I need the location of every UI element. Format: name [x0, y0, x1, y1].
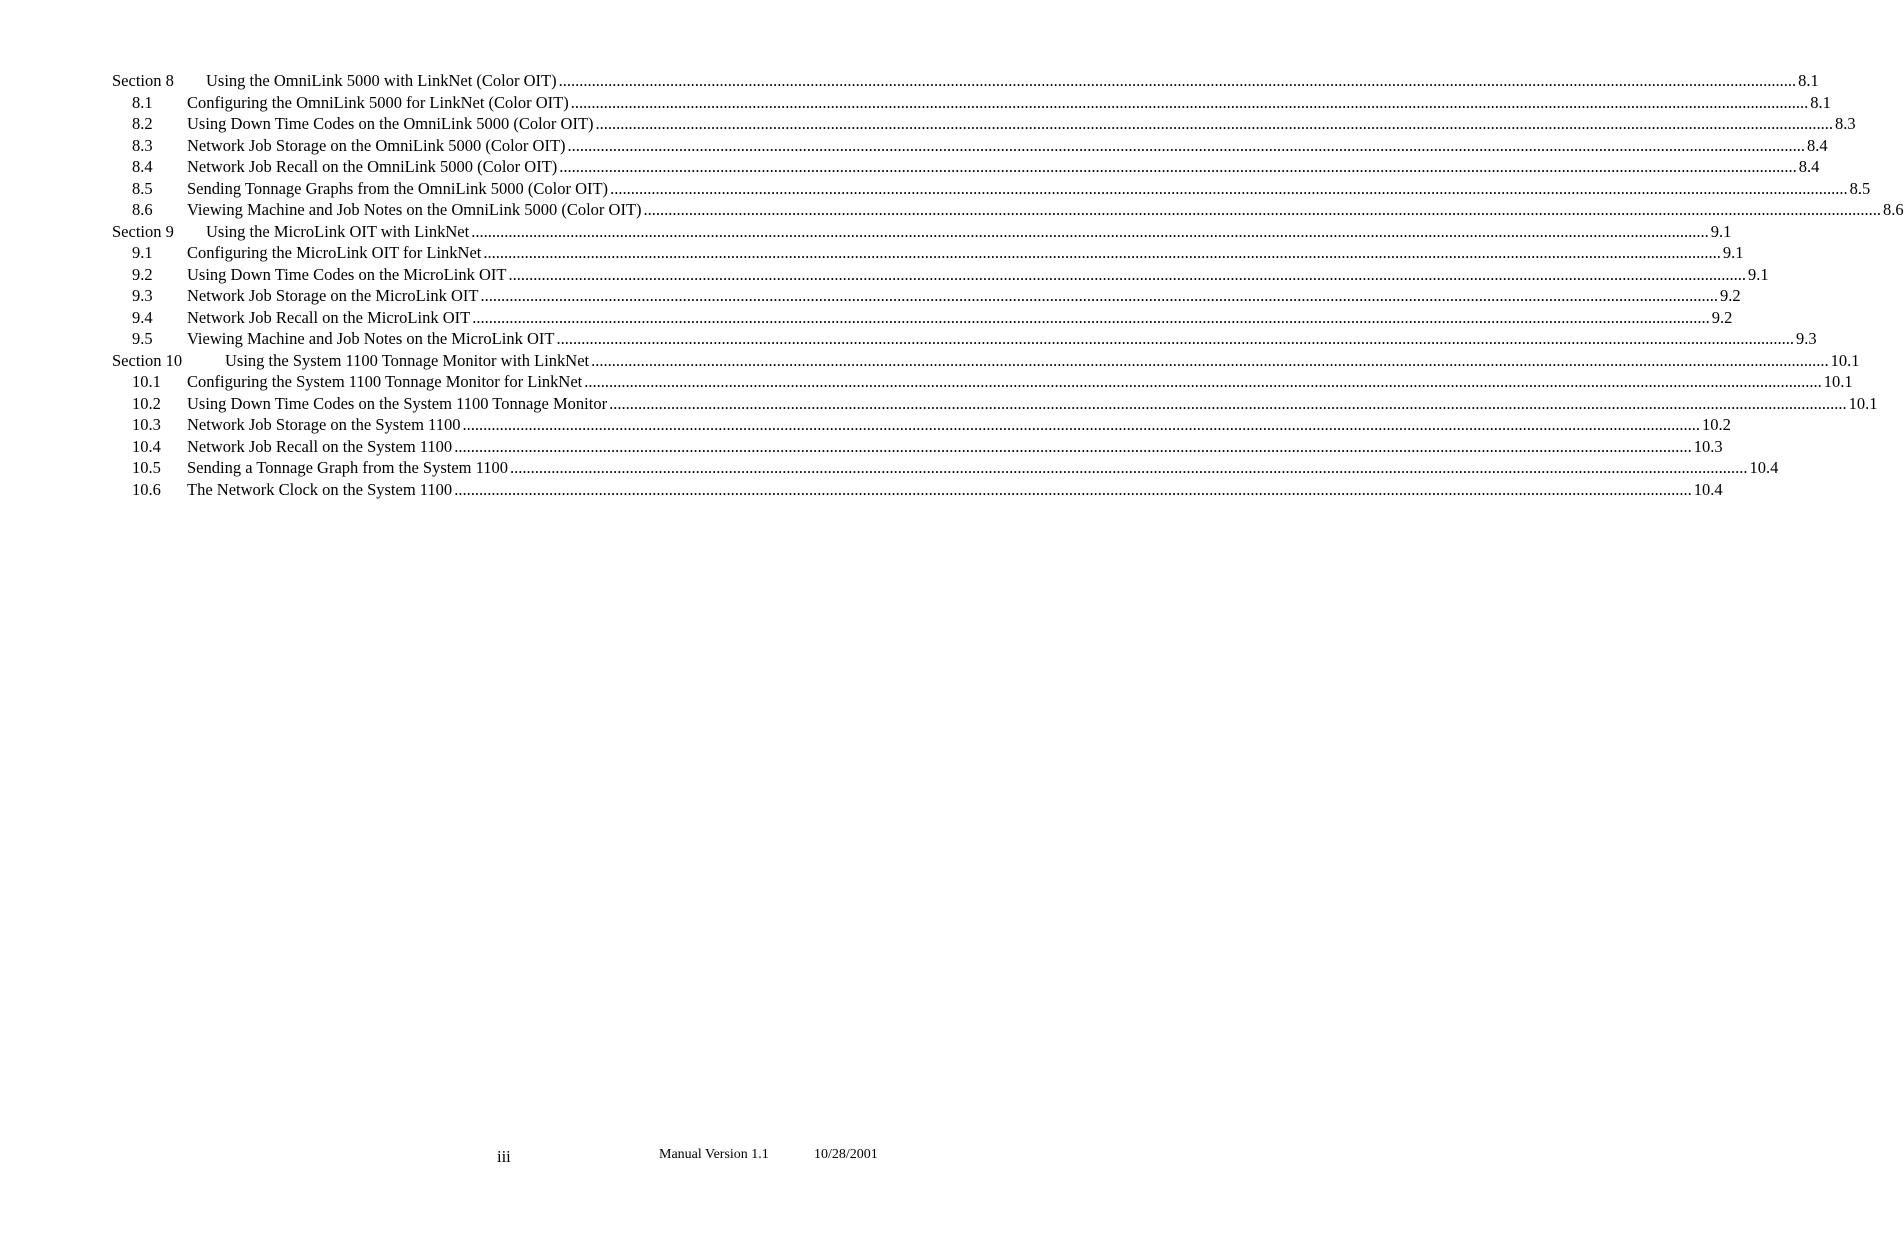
- toc-entry-title-row: [206, 221, 1732, 243]
- toc-entry-title-row: [187, 264, 1769, 286]
- toc-subsection-entry[interactable]: [112, 307, 1733, 329]
- toc-entry-title-row: [187, 113, 1856, 135]
- dot-leader: ............................................................................................................................................................................................................................................................................................................: [462, 415, 1700, 434]
- dot-leader: ............................................................................................................................................................................................................................................................................................................: [556, 329, 1794, 348]
- toc-entry-title-row: [187, 328, 1817, 350]
- dot-leader: ............................................................................................................................................................................................................................................................................................................: [480, 286, 1718, 305]
- toc-entry-page: 9.1: [1722, 243, 1744, 262]
- toc-section-entry[interactable]: [112, 70, 1819, 92]
- toc-section-entry[interactable]: [112, 221, 1732, 243]
- toc-entry-page: 10.4: [1693, 479, 1723, 499]
- toc-entry-number: 10.6: [132, 479, 161, 499]
- toc-entry-number: 9.5: [132, 329, 153, 348]
- toc-entry-number: 8.2: [132, 114, 153, 133]
- toc-entry-number: 8.4: [132, 157, 153, 176]
- toc-entry-title-row: [187, 414, 1731, 436]
- toc-entry-number: 10.2: [132, 393, 161, 413]
- toc-entry-page: 10.1: [1848, 393, 1878, 413]
- toc-entry-page: 10.2: [1701, 415, 1731, 434]
- toc-subsection-entry[interactable]: [112, 92, 1831, 114]
- dot-leader: ............................................................................................................................................................................................................................................................................................................: [610, 178, 1848, 198]
- toc-entry-title: Using Down Time Codes on the MicroLink OIT: [187, 264, 507, 284]
- dot-leader: ............................................................................................................................................................................................................................................................................................................: [591, 350, 1829, 370]
- page-number: iii: [497, 1147, 511, 1166]
- dot-leader: ............................................................................................................................................................................................................................................................................................................: [454, 479, 1692, 499]
- toc-entry-title-row: [187, 393, 1878, 415]
- toc-entry-title-row: [187, 479, 1723, 501]
- toc-entry-title: Configuring the OmniLink 5000 for LinkNet (Color OIT): [187, 92, 569, 112]
- toc-entry-page: 9.2: [1711, 307, 1733, 327]
- toc-entry-title: The Network Clock on the System 1100: [187, 479, 453, 499]
- toc-entry-number: 8.1: [132, 92, 153, 112]
- toc-entry-title-row: [187, 457, 1779, 479]
- toc-entry-title: Using Down Time Codes on the OmniLink 5000 (Color OIT): [187, 114, 594, 133]
- toc-entry-number: 8.6: [132, 200, 153, 219]
- toc-entry-title: Using the System 1100 Tonnage Monitor with LinkNet: [225, 350, 590, 370]
- dot-leader: ............................................................................................................................................................................................................................................................................................................: [567, 135, 1806, 155]
- toc-entry-number: 9.1: [132, 243, 153, 262]
- dot-leader: ............................................................................................................................................................................................................................................................................................................: [483, 243, 1721, 262]
- toc-entry-page: 8.4: [1807, 135, 1828, 155]
- toc-entry-page: 8.3: [1835, 114, 1856, 133]
- toc-entry-title: Using Down Time Codes on the System 1100 Tonnage Monitor: [187, 393, 608, 413]
- dot-leader: ............................................................................................................................................................................................................................................................................................................: [643, 200, 1882, 219]
- toc-entry-title: Network Job Storage on the OmniLink 5000 (Color OIT): [187, 135, 566, 155]
- toc-entry-title-row: [187, 156, 1820, 178]
- toc-entry-number: 10.5: [132, 458, 161, 477]
- dot-leader: ............................................................................................................................................................................................................................................................................................................: [472, 307, 1710, 327]
- toc-entry-title-row: [187, 92, 1831, 114]
- dot-leader: ............................................................................................................................................................................................................................................................................................................: [595, 114, 1834, 133]
- toc-entry-title: Network Job Recall on the MicroLink OIT: [187, 307, 471, 327]
- toc-entry-page: 8.5: [1849, 178, 1871, 198]
- toc-entry-page: 9.3: [1795, 329, 1817, 348]
- toc-subsection-entry[interactable]: [112, 242, 1744, 264]
- toc-entry-title-row: [187, 307, 1733, 329]
- toc-entry-title: Using the OmniLink 5000 with LinkNet (Color OIT): [206, 71, 557, 90]
- toc-entry-title-row: [187, 436, 1723, 458]
- toc-entry-page: 9.1: [1710, 221, 1732, 241]
- toc-entry-number: 10.1: [132, 372, 161, 391]
- toc-entry-title-row: [225, 350, 1860, 372]
- toc-entry-page: 10.4: [1749, 458, 1779, 477]
- toc-entry-title: Configuring the System 1100 Tonnage Monitor for LinkNet: [187, 372, 583, 391]
- toc-entry-title-row: [187, 199, 1904, 221]
- toc-entry-title: Network Job Recall on the OmniLink 5000 (Color OIT): [187, 157, 558, 176]
- toc-entry-title-row: [206, 70, 1819, 92]
- toc-subsection-entry[interactable]: [112, 328, 1817, 350]
- dot-leader: ............................................................................................................................................................................................................................................................................................................: [570, 92, 1809, 112]
- toc-subsection-entry[interactable]: [112, 393, 1878, 415]
- dot-leader: ............................................................................................................................................................................................................................................................................................................: [471, 221, 1709, 241]
- manual-date: 10/28/2001: [814, 1147, 878, 1162]
- toc-subsection-entry[interactable]: [112, 178, 1871, 200]
- toc-entry-number: 9.3: [132, 286, 153, 305]
- toc-entry-title: Viewing Machine and Job Notes on the MicroLink OIT: [187, 329, 555, 348]
- toc-subsection-entry[interactable]: [112, 371, 1853, 393]
- toc-subsection-entry[interactable]: [112, 436, 1723, 458]
- toc-entry-page: 8.1: [1798, 71, 1819, 90]
- toc-entry-page: 8.1: [1810, 92, 1831, 112]
- toc-entry-number: 9.2: [132, 264, 153, 284]
- toc-subsection-entry[interactable]: [112, 285, 1741, 307]
- toc-entry-number: Section 8: [112, 71, 174, 90]
- toc-entry-page: 9.1: [1747, 264, 1769, 284]
- toc-entry-title-row: [187, 242, 1744, 264]
- toc-entry-title: Configuring the MicroLink OIT for LinkNet: [187, 243, 482, 262]
- toc-subsection-entry[interactable]: [112, 135, 1828, 157]
- dot-leader: ............................................................................................................................................................................................................................................................................................................: [559, 157, 1797, 176]
- toc-entry-number: 8.3: [132, 135, 153, 155]
- dot-leader: ............................................................................................................................................................................................................................................................................................................: [454, 436, 1692, 456]
- toc-entry-page: 8.6: [1883, 200, 1904, 219]
- toc-subsection-entry[interactable]: [112, 156, 1820, 178]
- toc-subsection-entry[interactable]: [112, 414, 1731, 436]
- toc-entry-title-row: [187, 371, 1853, 393]
- toc-entry-title: Network Job Storage on the MicroLink OIT: [187, 286, 479, 305]
- toc-entry-page: 9.2: [1719, 286, 1741, 305]
- toc-entry-title: Using the MicroLink OIT with LinkNet: [206, 221, 470, 241]
- toc-entry-page: 8.4: [1798, 157, 1820, 176]
- toc-subsection-entry[interactable]: [112, 479, 1723, 501]
- toc-entry-page: 10.1: [1823, 372, 1853, 391]
- table-of-contents: [112, 70, 1904, 500]
- toc-entry-title: Viewing Machine and Job Notes on the OmniLink 5000 (Color OIT): [187, 200, 642, 219]
- toc-entry-number: 10.4: [132, 436, 161, 456]
- toc-entry-page: 10.1: [1830, 350, 1860, 370]
- toc-subsection-entry[interactable]: [112, 199, 1904, 221]
- toc-subsection-entry[interactable]: [112, 264, 1769, 286]
- toc-entry-title-row: [187, 178, 1871, 200]
- toc-entry-title: Sending a Tonnage Graph from the System 1100: [187, 458, 509, 477]
- toc-entry-page: 10.3: [1693, 436, 1723, 456]
- dot-leader: ............................................................................................................................................................................................................................................................................................................: [584, 372, 1822, 391]
- dot-leader: ............................................................................................................................................................................................................................................................................................................: [508, 264, 1746, 284]
- toc-entry-number: Section 10: [112, 350, 183, 370]
- toc-entry-title: Network Job Recall on the System 1100: [187, 436, 453, 456]
- toc-section-entry[interactable]: [112, 350, 1860, 372]
- dot-leader: ............................................................................................................................................................................................................................................................................................................: [510, 458, 1748, 477]
- toc-subsection-entry[interactable]: [112, 113, 1856, 135]
- toc-entry-number: Section 9: [112, 221, 174, 241]
- toc-entry-number: 10.3: [132, 415, 161, 434]
- toc-entry-title: Network Job Storage on the System 1100: [187, 415, 461, 434]
- dot-leader: ............................................................................................................................................................................................................................................................................................................: [558, 71, 1797, 90]
- manual-version: Manual Version 1.1: [659, 1147, 769, 1162]
- toc-subsection-entry[interactable]: [112, 457, 1779, 479]
- toc-entry-title-row: [187, 135, 1828, 157]
- toc-entry-number: 9.4: [132, 307, 153, 327]
- toc-entry-title-row: [187, 285, 1741, 307]
- dot-leader: ............................................................................................................................................................................................................................................................................................................: [609, 393, 1847, 413]
- toc-entry-title: Sending Tonnage Graphs from the OmniLink 5000 (Color OIT): [187, 178, 609, 198]
- toc-entry-number: 8.5: [132, 178, 153, 198]
